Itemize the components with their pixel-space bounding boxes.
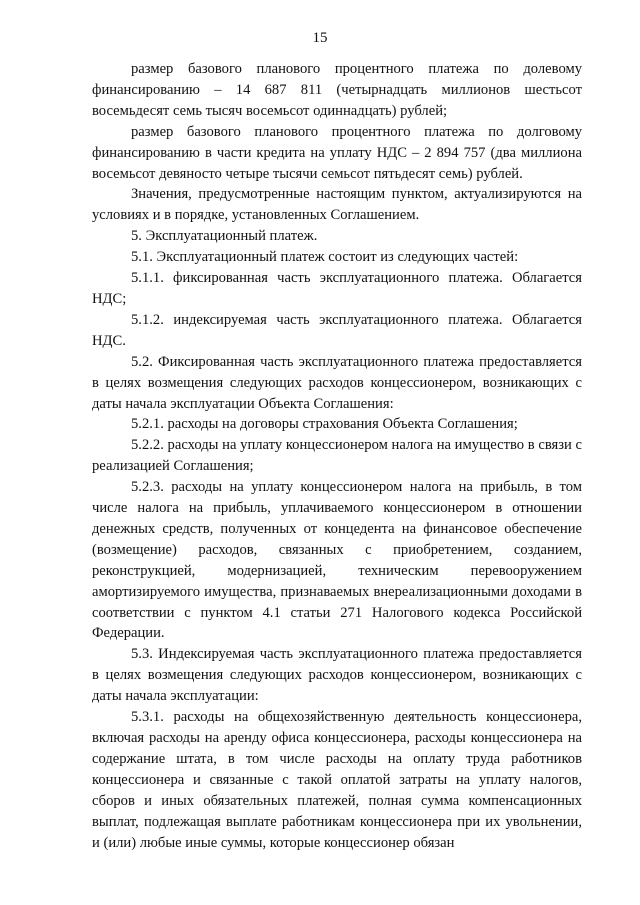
paragraph-interest-payment-equity: размер базового планового процентного платежа по долевому финансированию – 14 687 811 (четырнадцать миллионов шестьсот восемьдесят семь тысяч восемьсот одиннадцать) рублей;	[92, 61, 582, 119]
paragraph-values-update: Значения, предусмотренные настоящим пунктом, актуализируются на условиях и в порядке, установленных Соглашением.	[92, 186, 582, 224]
page-number: 15	[312, 30, 328, 46]
section-heading-5: 5. Эксплуатационный платеж.	[131, 228, 318, 245]
paragraph-5-1: 5.1. Эксплуатационный платеж состоит из следующих частей:	[131, 249, 519, 266]
paragraph-5-2: 5.2. Фиксированная часть эксплуатационного платежа предоставляется в целях возмещения следующих расходов концессионером, возникающих с даты начала эксплуатации Объекта Соглашения:	[92, 353, 582, 412]
document-body	[92, 59, 582, 853]
paragraph-5-3: 5.3. Индексируемая часть эксплуатационного платежа предоставляется в целях возмещения следующих расходов концессионером, возникающих с даты начала эксплуатации:	[92, 646, 582, 705]
paragraph-5-1-1: 5.1.1. фиксированная часть эксплуатационного платежа. Облагается НДС;	[92, 270, 582, 307]
paragraph-5-2-2: 5.2.2. расходы на уплату концессионером налога на имущество в связи с реализацией Соглашения;	[92, 437, 582, 475]
paragraph-5-2-1: 5.2.1. расходы на договоры страхования Объекта Соглашения;	[131, 416, 518, 433]
paragraph-5-3-1: 5.3.1. расходы на общехозяйственную деятельность концессионера, включая расходы на аренду офиса концессионера, расходы концессионера на содержание штата, в том числе расходы на оплату труда работников концессионера и связанные с такой оплатой затраты на уплату налогов, сборов и иных обязательных платежей, полная сумма компенсационных выплат, подлежащая выплате работникам концессионера при их увольнении, и (или) любые иные суммы, которые концессионер обязан	[92, 709, 582, 851]
paragraph-5-2-3: 5.2.3. расходы на уплату концессионером налога на прибыль, в том числе налога на прибыль, уплачиваемого концессионером в отношении денежных средств, полученных от концедента на финансовое обеспечение (возмещение) расходов, связанных с приобретением, созданием, реконструкцией, модернизацией, техническим перевооружением амортизируемого имущества, признаваемых внереализационными доходами в соответствии с пунктом 4.1 статьи 271 Налогового кодекса Российской Федерации.	[92, 479, 582, 642]
paragraph-interest-payment-debt: размер базового планового процентного платежа по долговому финансированию в части кредита на уплату НДС – 2 894 757 (два миллиона восемьсот девяносто четыре тысячи семьсот пятьдесят семь) рублей.	[92, 123, 582, 182]
paragraph-5-1-2: 5.1.2. индексируемая часть эксплуатационного платежа. Облагается НДС.	[92, 311, 582, 349]
